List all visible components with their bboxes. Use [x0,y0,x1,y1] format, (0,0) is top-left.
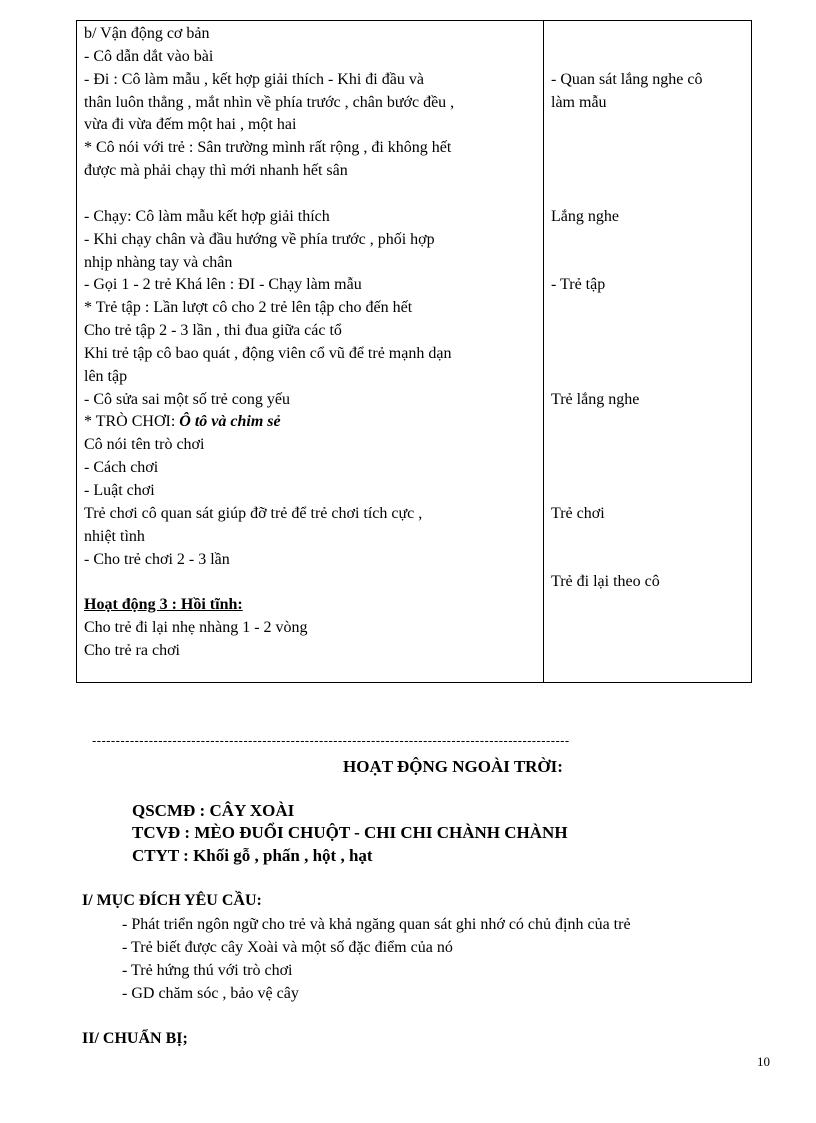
teacher-activity-line: - Khi chạy chân và đầu hướng về phía trước , phối hợp [84,230,435,248]
teacher-activity-line: nhiệt tình [84,527,145,545]
child-activity-line: Trẻ lắng nghe [551,390,640,408]
teacher-activity-line: Cô nói tên trò chơi [84,436,205,454]
teacher-activity-line: - Cách chơi [84,459,159,477]
child-activity-line: làm mẫu [551,93,607,111]
page-number: 10 [757,1054,770,1069]
section-title: HOẠT ĐỘNG NGOÀI TRỜI: [343,757,563,776]
teacher-activity-line: vừa đi vừa đếm một hai , một hai [84,116,297,134]
tcvd-line: TCVĐ : MÈO ĐUỔI CHUỘT - CHI CHI CHÀNH CHÀNH [132,823,568,842]
table-column-divider [543,21,544,682]
goal-item: - Phát triển ngôn ngữ cho trẻ và khả ngăng quan sát ghi nhớ có chủ định của trẻ [122,916,631,933]
teacher-activity-line: Cho trẻ ra chơi [84,641,180,659]
ctyt-line: CTYT : Khối gỗ , phấn , hột , hạt [132,846,373,865]
goal-item: - GD chăm sóc , bảo vệ cây [122,985,299,1002]
qscmd-line: QSCMĐ : CÂY XOÀI [132,801,295,820]
child-activity-line: Trẻ chơi [551,504,605,522]
teacher-activity-line: - Chạy: Cô làm mẫu kết hợp giải thích [84,207,330,225]
teacher-activity-line: - Gọi 1 - 2 trẻ Khá lên : ĐI - Chạy làm mẫu [84,276,362,294]
teacher-activity-line: * TRÒ CHƠI: Ô tô và chim sẻ [84,413,281,431]
goal-item: - Trẻ hứng thú với trò chơi [122,962,293,979]
teacher-activity-line: nhịp nhàng tay và chân [84,253,233,271]
activity-table [76,20,752,683]
goal-item: - Trẻ biết được cây Xoài và một số đặc điểm của nó [122,939,453,956]
teacher-activity-line: Khi trẻ tập cô bao quát , động viên cổ vũ để trẻ mạnh dạn [84,344,452,362]
teacher-activity-line: - Đi : Cô làm mẫu , kết hợp giải thích - Khi đi đầu và [84,70,424,88]
heading-preparation: II/ CHUẨN BỊ; [82,1030,188,1047]
teacher-activity-line: - Cô sửa sai một số trẻ cong yếu [84,390,290,408]
teacher-activity-line: * Cô nói với trẻ : Sân trường mình rất rộng , đi không hết [84,139,452,157]
teacher-activity-line: - Cô dẫn dắt vào bài [84,47,214,65]
teacher-activity-line: Cho trẻ đi lại nhẹ nhàng 1 - 2 vòng [84,619,308,637]
child-activity-line: Trẻ đi lại theo cô [551,573,660,591]
child-activity-line: - Trẻ tập [551,276,606,294]
separator-line: ----------------------------------------------------------------------------------------------------- [92,733,570,748]
game-name: Ô tô và chim sẻ [179,413,281,431]
teacher-activity-line: * Trẻ tập : Lần lượt cô cho 2 trẻ lên tập cho đến hết [84,299,413,317]
teacher-activity-line: b/ Vận động cơ bản [84,25,210,42]
heading-purpose: I/ MỤC ĐÍCH YÊU CẦU: [82,892,262,909]
teacher-activity-line: thân luôn thẳng , mắt nhìn về phía trước , chân bước đều , [84,93,455,111]
teacher-activity-line: Hoạt động 3 : Hồi tĩnh: [84,596,243,614]
teacher-activity-line: - Cho trẻ chơi 2 - 3 lần [84,550,230,568]
teacher-activity-line: lên tập [84,367,128,385]
teacher-activity-line: Cho trẻ tập 2 - 3 lần , thi đua giữa các tổ [84,322,342,340]
teacher-activity-line: được mà phải chạy thì mới nhanh hết sân [84,162,348,180]
child-activity-line: Lắng nghe [551,207,619,225]
teacher-activity-line: - Luật chơi [84,482,155,499]
child-activity-line: - Quan sát lắng nghe cô [551,70,703,88]
teacher-activity-line: Trẻ chơi cô quan sát giúp đỡ trẻ để trẻ chơi tích cực , [84,504,423,522]
